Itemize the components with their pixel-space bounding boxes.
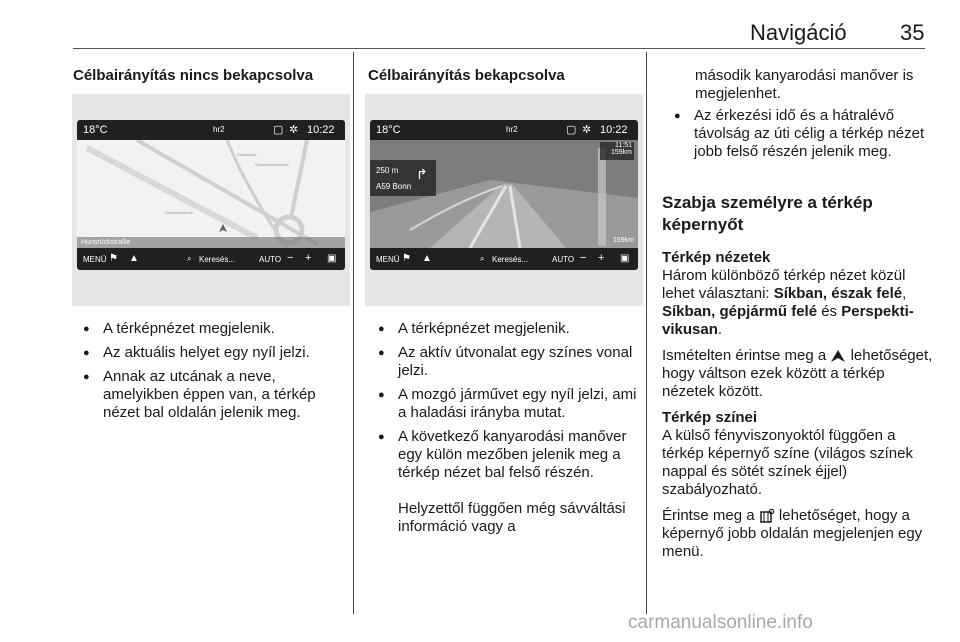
map-colors-instruction: Érintse meg a lehetőséget, hogy a képernyő jobb oldalán megjelenjen egy menü. [662, 507, 923, 560]
list-item: ● A következő kanyarodási manőver egy külön mezőben jelenik meg a térkép nézet bal felső részén. [378, 428, 643, 482]
maneuver-road: A59 Bonn [376, 182, 412, 191]
middle-heading: Célbairányítás bekapcsolva [368, 67, 565, 84]
view-arrow-icon[interactable]: ▲ [422, 253, 432, 264]
eta-box [600, 142, 634, 160]
arrival-time: 11:51 [615, 142, 632, 149]
current-street-bar: Hunsrückstraße [77, 237, 345, 248]
search-field[interactable]: Keresés... [199, 255, 236, 264]
maneuver-box [370, 160, 436, 196]
settings-icon: ✲ [582, 124, 592, 136]
watermark: carmanualsonline.info [628, 612, 813, 633]
map-colors-section [662, 409, 938, 561]
map-settings-icon[interactable]: ▣ [327, 253, 337, 264]
map-views-text: Három különböző térkép nézet közül lehet választani: Síkban, észak felé, Síkban, gépjármű felé és Perspekti-vikusan. [662, 267, 914, 338]
nav-screen [370, 120, 638, 270]
temperature: 18°C [83, 124, 108, 136]
turn-right-icon: ↱ [416, 166, 428, 182]
view-option-vehicle: Síkban, gépjármű felé [662, 303, 818, 320]
hr-label: hr2 [506, 125, 518, 134]
list-item: ● A térképnézet megjelenik. [378, 320, 643, 338]
search-field[interactable]: Keresés... [492, 255, 529, 264]
list-item: ● A mozgó járművet egy nyíl jelzi, ami a haladási irányba mutat. [378, 386, 643, 422]
screenshot-guidance-off [72, 94, 350, 306]
status-bar-bottom [77, 248, 345, 270]
list-item: ● Az aktuális helyet egy nyíl jelzi. [83, 344, 349, 362]
remaining-distance: 159km [610, 149, 632, 156]
map-view [77, 140, 345, 248]
phone-icon: ▢ [566, 124, 577, 136]
map-settings-icon [759, 508, 775, 524]
menu-button[interactable]: MENÜ [376, 255, 400, 264]
search-icon: ⌕ [480, 254, 485, 263]
clock: 10:22 [600, 124, 628, 136]
page-header-title: Navigáció [750, 20, 847, 45]
svg-text:Saarstraße: Saarstraße [237, 152, 257, 157]
menu-button[interactable]: MENÜ [83, 255, 107, 264]
view-option-perspective: Perspekti-vikusan [662, 303, 914, 338]
status-bar-bottom [370, 248, 638, 270]
header-rule [73, 48, 925, 49]
left-heading: Célbairányítás nincs bekapcsolva [73, 67, 314, 84]
list-item: ● Annak az utcának a neve, amelyikben éppen van, a térkép nézet bal oldalán jelenik meg. [83, 368, 349, 422]
status-bar-top [77, 120, 345, 140]
view-toggle-icon [830, 349, 846, 363]
map-views-title: Térkép nézetek [662, 249, 771, 266]
phone-icon: ▢ [273, 124, 284, 136]
screenshot-guidance-on [365, 94, 643, 306]
map-views-instruction: Ismételten érintse meg a lehetőséget, hogy váltson ezek között a térkép nézetek között. [662, 347, 933, 400]
clock: 10:22 [307, 124, 335, 136]
middle-bullets [378, 320, 643, 488]
remaining-bottom: 159km [612, 237, 634, 244]
auto-button[interactable]: AUTO [552, 255, 575, 264]
map-views-section [662, 249, 938, 401]
nav-screen [77, 120, 345, 270]
svg-text:Sudetenlandstraße: Sudetenlandstraße [255, 162, 289, 167]
flag-icon[interactable]: ⚑ [109, 253, 118, 264]
section-heading: Szabja személyre a térkép képernyőt [662, 193, 873, 234]
zoom-out-icon[interactable]: − [287, 252, 294, 264]
column-divider-2 [646, 52, 647, 614]
auto-button[interactable]: AUTO [259, 255, 282, 264]
list-item: ● A térképnézet megjelenik. [83, 320, 349, 338]
zoom-out-icon[interactable]: − [580, 252, 587, 264]
map-colors-text: A külső fényviszonyoktól függően a térkép képernyő színe (világos színek nappal és sötét színek éjjel) szabályozható. [662, 427, 913, 498]
page-number: 35 [900, 20, 925, 45]
list-item: ● Az érkezési idő és a hátralévő távolság az úti célig a térkép nézet jobb felső részén jelenik meg. [674, 107, 936, 161]
status-bar-top [370, 120, 638, 140]
flag-icon[interactable]: ⚑ [402, 253, 411, 264]
right-bullets [674, 107, 936, 167]
zoom-in-icon[interactable]: + [305, 252, 312, 264]
right-continued-text: második kanyarodási manőver is megjelenhet. [695, 67, 914, 102]
map-colors-title: Térkép színei [662, 409, 758, 426]
search-icon: ⌕ [187, 254, 192, 263]
maneuver-distance: 250 m [376, 166, 399, 175]
list-item: ● Az aktív útvonalat egy színes vonal jelzi. [378, 344, 643, 380]
settings-icon: ✲ [289, 124, 299, 136]
hr-label: hr2 [213, 125, 225, 134]
svg-text:Hunsrückstraße: Hunsrückstraße [165, 210, 194, 215]
view-arrow-icon[interactable]: ▲ [129, 253, 139, 264]
column-divider-1 [353, 52, 354, 614]
zoom-in-icon[interactable]: + [598, 252, 605, 264]
map-settings-icon[interactable]: ▣ [620, 253, 630, 264]
left-bullets [83, 320, 349, 428]
temperature: 18°C [376, 124, 401, 136]
middle-extra-text: Helyzettől függően még sávváltási információ vagy a [398, 500, 626, 535]
view-option-north: Síkban, észak felé [773, 285, 903, 302]
